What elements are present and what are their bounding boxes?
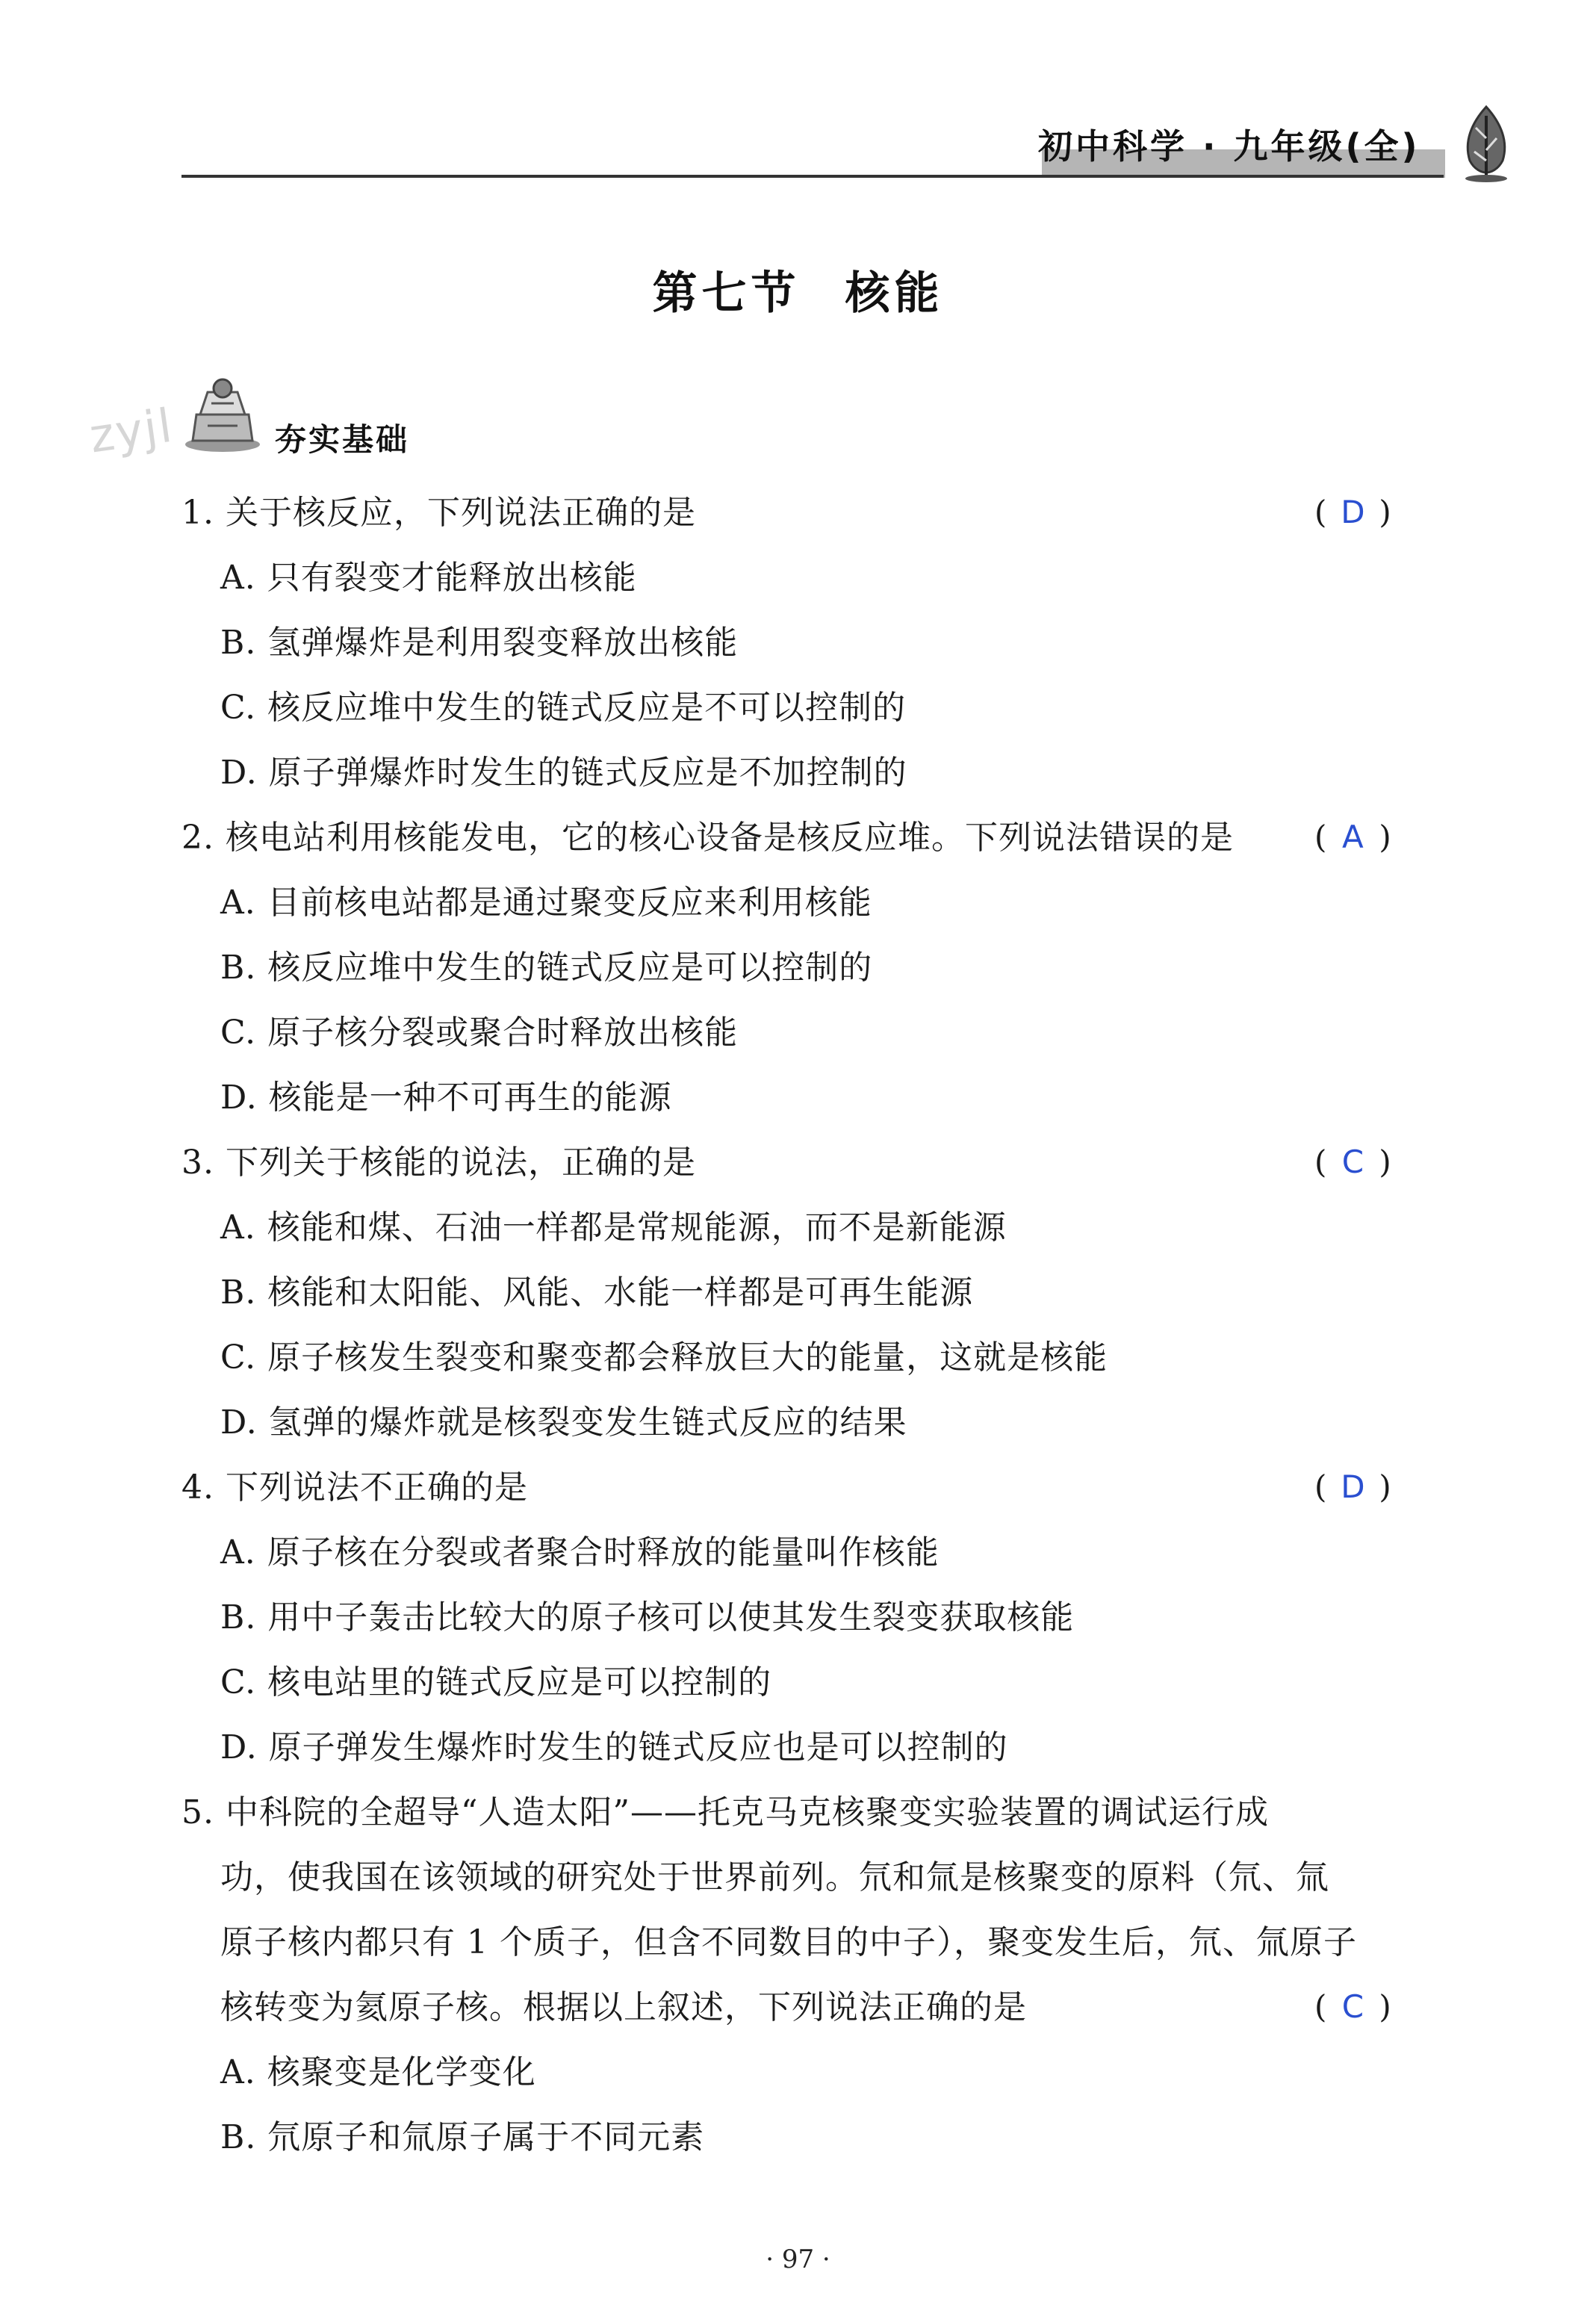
book-stack-icon xyxy=(178,373,267,456)
answer-value: D xyxy=(1341,494,1365,530)
answer-bracket: ( D ) xyxy=(1314,1468,1391,1505)
question-stem: 3. 下列关于核能的说法，正确的是 xyxy=(181,1144,696,1182)
option: A. 核聚变是化学变化 xyxy=(220,2053,536,2091)
leaf-icon xyxy=(1456,101,1516,183)
option: D. 原子弹爆炸时发生的链式反应是不加控制的 xyxy=(220,754,907,792)
option: C. 原子核分裂或聚合时释放出核能 xyxy=(220,1014,739,1052)
option: A. 核能和煤、石油一样都是常规能源，而不是新能源 xyxy=(220,1209,1007,1247)
watermark: zyjl xyxy=(86,397,177,464)
section-number: 第七节 xyxy=(652,267,801,320)
option: C. 核反应堆中发生的链式反应是不可以控制的 xyxy=(220,689,907,727)
header-rule xyxy=(181,175,1444,178)
book-title: 初中科学 · 九年级(全) xyxy=(1038,126,1420,167)
option: B. 氢弹爆炸是利用裂变释放出核能 xyxy=(220,624,739,662)
option: B. 用中子轰击比较大的原子核可以使其发生裂变获取核能 xyxy=(220,1598,1075,1637)
answer-value: C xyxy=(1341,1144,1364,1180)
option: D. 原子弹发生爆炸时发生的链式反应也是可以控制的 xyxy=(220,1728,1008,1766)
answer-bracket: ( C ) xyxy=(1314,1144,1391,1180)
answer-value: C xyxy=(1341,1988,1364,2025)
option: B. 氘原子和氚原子属于不同元素 xyxy=(220,2118,705,2156)
answer-bracket: ( D ) xyxy=(1314,494,1391,530)
option: A. 原子核在分裂或者聚合时释放的能量叫作核能 xyxy=(220,1533,940,1572)
question-stem-continued: 核转变为氦原子核。根据以上叙述，下列说法正确的是 xyxy=(220,1988,1027,2026)
option: A. 目前核电站都是通过聚变反应来利用核能 xyxy=(220,884,872,922)
answer-bracket: ( A ) xyxy=(1314,819,1391,855)
option: C. 核电站里的链式反应是可以控制的 xyxy=(220,1663,772,1701)
option: A. 只有裂变才能释放出核能 xyxy=(220,559,637,597)
question-stem-continued: 功，使我国在该领域的研究处于世界前列。氘和氚是核聚变的原料（氘、氚 xyxy=(220,1858,1329,1896)
option: B. 核反应堆中发生的链式反应是可以控制的 xyxy=(220,949,873,987)
question-stem-continued: 原子核内都只有 1 个质子，但含不同数目的中子），聚变发生后，氘、氚原子 xyxy=(220,1923,1357,1961)
answer-value: A xyxy=(1342,819,1364,855)
option: D. 氢弹的爆炸就是核裂变发生链式反应的结果 xyxy=(220,1403,907,1442)
page-number: · 97 · xyxy=(766,2244,830,2274)
question-stem: 4. 下列说法不正确的是 xyxy=(181,1468,528,1507)
option: C. 原子核发生裂变和聚变都会释放巨大的能量，这就是核能 xyxy=(220,1338,1108,1377)
answer-value: D xyxy=(1341,1468,1365,1505)
option: B. 核能和太阳能、风能、水能一样都是可再生能源 xyxy=(220,1274,974,1312)
option: D. 核能是一种不可再生的能源 xyxy=(220,1079,672,1117)
section-name: 核能 xyxy=(845,267,944,320)
badge-label: 夯实基础 xyxy=(275,421,410,458)
answer-bracket: ( C ) xyxy=(1314,1988,1391,2025)
question-stem: 1. 关于核反应，下列说法正确的是 xyxy=(181,494,696,532)
question-stem: 2. 核电站利用核能发电，它的核心设备是核反应堆。下列说法错误的是 xyxy=(181,819,1234,857)
question-stem: 5. 中科院的全超导“人造太阳”——托克马克核聚变实验装置的调试运行成 xyxy=(181,1793,1269,1831)
section-title xyxy=(0,258,1596,322)
